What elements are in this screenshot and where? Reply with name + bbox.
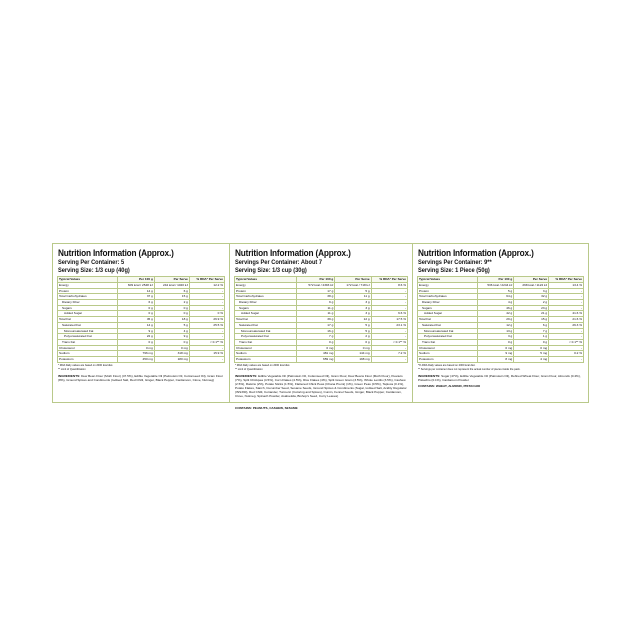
ingredients [413,372,588,382]
table-cell: - [549,288,584,294]
table-cell: 0 g [118,305,155,311]
table-cell: Total Fat [418,317,478,323]
table-cell: - [371,305,407,311]
table-cell: - [189,334,224,340]
table-cell: - [549,294,584,300]
table-cell: Dietary Fiber [58,300,118,306]
table-cell: Protein [58,288,118,294]
table-cell: Total Carbohydrates [235,294,297,300]
footnote: ** Servings per container does not represent the actual number of pieces inside the pack. [418,368,521,372]
table-cell: 11 g [297,305,335,311]
table-cell: 0 g [335,339,371,345]
table-cell: 0.2 % [549,351,584,357]
table-cell: 0 g [154,339,189,345]
table-cell: 29 g [477,317,514,323]
table-cell: 6 g [154,288,189,294]
table-cell: Total Fat [235,317,297,323]
table-cell: 180 mg [154,357,189,363]
table-cell: - [371,357,407,363]
table-cell: 12 g [477,322,514,328]
table-cell: - [549,305,584,311]
table-cell: Sugars [58,305,118,311]
table-cell: 13.4 % [549,282,584,288]
nutrition-panel-3 [413,243,589,403]
table-cell: 3 g [335,300,371,306]
table-cell: Sodium [58,351,118,357]
nutrition-panel-1 [52,243,230,403]
table-cell: 7 g [514,328,549,334]
table-header-cell: Per Serve [154,277,189,283]
nutrition-table [417,276,584,363]
table-cell: Energy [58,282,118,288]
footnote: *% RDA Daily values are based on 2000 kcal diet. [418,363,476,367]
table-cell: - [189,357,224,363]
panel-header [413,244,588,274]
servings-per-container: Servings Per Container: About 7 [235,259,323,266]
table-cell: Sodium [418,351,478,357]
table-cell: - [189,305,224,311]
table-cell: Potassium [58,357,118,363]
table-cell: Cholesterol [418,345,478,351]
table-cell: 5 mg [514,351,549,357]
table-cell: 318 mg [154,351,189,357]
table-cell: Trans Fat [58,339,118,345]
table-cell: Trans Fat [418,339,478,345]
table-cell: Sugars [235,305,297,311]
panel-header [53,244,229,274]
table-cell: Total Fat [58,317,118,323]
serving-size: Serving Size: 1 Piece (50g) [418,266,490,274]
table-cell: 796 mg [118,351,155,357]
table-cell: 46 g [477,305,514,311]
table-cell: Polyunsaturated Fat [418,334,478,340]
table-cell: Dietary Fiber [235,300,297,306]
table-cell: Saturated Fat [58,322,118,328]
table-cell: 0 mg [514,345,549,351]
table-cell: Cholesterol [58,345,118,351]
table-cell: 15 g [154,294,189,300]
table-cell: 244 kcal / 1020 kJ [154,282,189,288]
table-cell: Monounsaturated Fat [58,328,118,334]
table-cell: Polyunsaturated Fat [58,334,118,340]
table-cell: 536 kcal / 2244 kJ [477,282,514,288]
table-cell: - [371,294,407,300]
footnote: ** Limit of Quantification [235,368,263,372]
table-cell: 64 g [477,294,514,300]
table-cell: 41.6 % [549,311,584,317]
table-cell: - [549,300,584,306]
table-cell: 268 kcal / 1122 kJ [514,282,549,288]
ingredients-text: Sugar (47%), Edible Vegetable Oil (Palmolein Oil), Refined Wheat Flour, Gram Flour, Almonds (0.4%), Pistachio (0.1%), Cardamom Powder [418,373,581,383]
table-cell: < 0.1** % [549,339,584,345]
table-header-cell: Per 100 g [297,277,335,283]
table-cell: 3 g [335,311,371,317]
table-header-cell: Per Serve [514,277,549,283]
table-header-cell: Typical Values [58,277,118,283]
table-cell: 9 g [118,328,155,334]
footnote: ** Limit of Quantification [58,368,86,372]
table-cell: Added Sugar [58,311,118,317]
table-cell: Potassium [235,357,297,363]
table-cell: - [189,328,224,334]
table-cell: Added Sugar [235,311,297,317]
footnote: * RDA Daily values are based on 2000 kcal diet. [235,363,291,367]
table-cell: 9 g [297,300,335,306]
table-cell: 0 g [477,339,514,345]
ingredients-text: Dew Bean Flour (Moth Flour) (47.5%), Edible Vegetable Oil (Palmolein Oil, Cottonseed Oil), Gram Flour (8%), Ground Spices and Condiments (Iodised Salt, Red Chilli, Ginger, Black Pepper, Cardamom, Clove, Nutmeg) [58,373,223,383]
table-cell: 3 g [477,334,514,340]
table-cell: - [371,300,407,306]
table-cell: 0 mg [477,345,514,351]
table-cell: 18 g [154,317,189,323]
table-cell: - [371,345,407,351]
ingredients-label: INGREDIENTS: [58,373,81,378]
table-cell: < 0.1** % [371,339,407,345]
table-cell: 17 g [297,288,335,294]
table-cell: 16 g [297,328,335,334]
table-cell: 39 g [297,317,335,323]
table-cell: 0 g [297,339,335,345]
table-cell: Energy [418,282,478,288]
table-cell: 0 mg [335,345,371,351]
table-cell: - [189,345,224,351]
table-cell: 144 mg [335,351,371,357]
table-cell: 11 g [297,311,335,317]
table-cell: 3 g [335,305,371,311]
panel-title: Nutrition Information (Approx.) [418,248,534,259]
table-cell: 5 g [477,288,514,294]
table-cell: 0 g [154,311,189,317]
table-cell: Polyunsaturated Fat [235,334,297,340]
table-cell: 659 mg [297,357,335,363]
table-cell: - [189,288,224,294]
table-cell: 6 g [118,300,155,306]
table-cell: 9 mg [477,351,514,357]
table-cell: 8 mg [477,357,514,363]
table-cell: Sodium [235,351,297,357]
nutrition-table [234,276,408,363]
table-cell: 6 g [514,322,549,328]
table-cell: 4 g [154,328,189,334]
table-cell: 5 g [335,322,371,328]
table-cell: 450 mg [118,357,155,363]
ingredients-text: Edible Vegetable Oil (Palmolein Oil, Cottonseed Oil), Gram Flour, Dew Beans Flour (Moth Flour), Peanuts (7%), Split Chickpea (4.5%), Corn Flakes (4.5%), Rice Flakes (4%), Split Green Gram (3.5%), Whole Lentils (3.5%), Cashew (2.5%), Raisins (2%), Potato Sticks (1.5%), Flattened Chick Peas (Chana Premi) (1%), Green Peas (0.5%), Tapioca (0.1%), Potato Flakes, Starch, Cucumber Seed, Sesame Seeds, Ground Spices & Condiments (Sugar, Iodised Salt, Acidity Regulator (INS330), Red Chilli, Coriander, Turmeric (Coloring and Spices), Cumin, Fennel Seeds, Ginger, Black Pepper, Cardamom, Clove, Nutmeg, Spinach Powder, Asafoetida, Bishop's Seed, Curry Leaves) [235,373,407,399]
allergen-contains: CONTAINS: WHEAT, ALMOND, PISTACHIO [418,384,481,389]
table-header-cell: Per 100 g [477,277,514,283]
table-cell: 38 g [297,294,335,300]
table-cell: 26.9 % [189,317,224,323]
table-cell: 0 g [118,339,155,345]
allergen-contains: CONTAINS: PEANUTS, CASHEW, SESAME [235,406,298,411]
table-cell: 14 g [118,322,155,328]
table-cell: 15.9 % [189,351,224,357]
table-cell: 1 g [514,334,549,340]
table-cell: 0 g [514,339,549,345]
table-cell: Monounsaturated Fat [235,328,297,334]
table-cell: Dietary Fiber [418,300,478,306]
table-cell: 2 g [514,300,549,306]
table-header-cell: % RDA* Per Serve [371,277,407,283]
table-cell: 481 mg [297,351,335,357]
table-cell: Protein [418,288,478,294]
table-cell: - [549,345,584,351]
table-cell: - [189,300,224,306]
table-cell: 0 mg [154,345,189,351]
table-cell: 26.3 % [549,322,584,328]
table-cell: 2 g [154,300,189,306]
table-cell: 8.6 % [371,282,407,288]
table-cell: 0 g [118,311,155,317]
table-cell: 13 g [477,328,514,334]
table-cell: 17 g [297,322,335,328]
table-cell: - [371,328,407,334]
table-cell: 14 g [118,288,155,294]
table-cell: 23.1 % [371,322,407,328]
serving-size: Serving Size: 1/3 cup (30g) [235,266,307,274]
table-cell: 7.2 % [371,351,407,357]
table-header-cell: % RDA* Per Serve [549,277,584,283]
table-cell: 45 g [118,317,155,323]
nutrition-table [57,276,225,363]
table-cell: 21 g [514,311,549,317]
table-cell: 4 g [477,300,514,306]
panel-title: Nutrition Information (Approx.) [58,248,174,259]
table-cell: Energy [235,282,297,288]
table-cell: Potassium [418,357,478,363]
table-cell: 15 g [514,317,549,323]
nutrition-labels-row [52,243,589,411]
ingredients-label: INGREDIENTS: [235,373,258,378]
table-cell: 5 g [335,288,371,294]
table-cell: 7 g [297,334,335,340]
serving-size: Serving Size: 1/3 cup (40g) [58,266,130,274]
table-cell: 0 % [189,311,224,317]
servings-per-container: Servings Per Container: 9** [418,259,492,266]
panel-header [230,244,412,274]
table-cell: Saturated Fat [418,322,478,328]
ingredients [53,372,229,382]
table-cell: Trans Fat [235,339,297,345]
table-cell: 6.6 % [371,311,407,317]
table-header-cell: Per 100 g [118,277,155,283]
table-cell: - [549,357,584,363]
table-cell: 17.5 % [371,317,407,323]
table-cell: 25.5 % [189,322,224,328]
table-row [58,357,225,363]
table-cell: 23 g [514,305,549,311]
table-cell: - [549,334,584,340]
table-cell: Saturated Fat [235,322,297,328]
table-cell: Total Carbohydrates [58,294,118,300]
table-cell: 5 g [335,328,371,334]
table-cell: Cholesterol [235,345,297,351]
table-cell: - [189,294,224,300]
table-cell: 4 mg [514,357,549,363]
table-cell: Total Carbohydrates [418,294,478,300]
table-cell: Protein [235,288,297,294]
table-cell: 5 g [154,322,189,328]
table-header-cell: Typical Values [235,277,297,283]
ingredients-label: INGREDIENTS: [418,373,441,378]
table-cell: 22 g [118,334,155,340]
table-cell: 12 g [335,317,371,323]
table-cell: - [371,288,407,294]
table-cell: 9 g [154,334,189,340]
table-cell: - [549,328,584,334]
table-header-cell: % RDA* Per Serve [189,277,224,283]
servings-per-container: Serving Per Container: 5 [58,259,125,266]
table-row [418,357,584,363]
table-cell: 572 kcal / 2393 kJ [297,282,335,288]
table-cell: 0 mg [118,345,155,351]
table-cell: - [371,334,407,340]
table-cell: 11 g [335,294,371,300]
table-cell: Monounsaturated Fat [418,328,478,334]
table-cell: 172 kcal / 718 kJ [335,282,371,288]
table-cell: < 0.1** % [189,339,224,345]
table-cell: Added Sugar [418,311,478,317]
ingredients [230,372,412,399]
table-cell: 42 g [477,311,514,317]
table-cell: 3 g [514,288,549,294]
table-row [235,357,408,363]
table-cell: 2 g [335,334,371,340]
table-header-cell: Typical Values [418,277,478,283]
table-cell: 21.6 % [549,317,584,323]
table-cell: 37 g [118,294,155,300]
table-header-cell: Per Serve [335,277,371,283]
panel-title: Nutrition Information (Approx.) [235,248,351,259]
table-cell: 0 mg [297,345,335,351]
table-cell: Sugars [418,305,478,311]
footnote: * RDA Daily values are based on 2000 kcal diet. [58,363,114,367]
table-cell: 0 g [154,305,189,311]
table-cell: 609 kcal / 2548 kJ [118,282,155,288]
table-cell: 12.2 % [189,282,224,288]
table-cell: 198 mg [335,357,371,363]
table-cell: 32 g [514,294,549,300]
nutrition-panel-2 [230,243,413,411]
